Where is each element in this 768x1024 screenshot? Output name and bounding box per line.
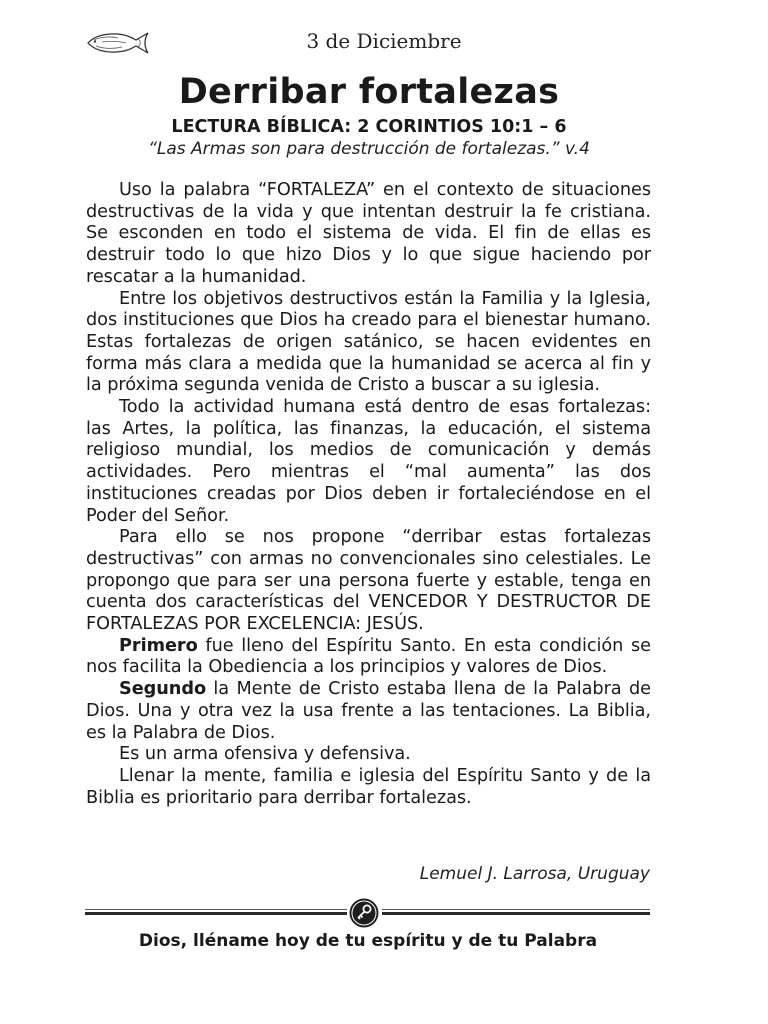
bible-reading: LECTURA BÍBLICA: 2 CORINTIOS 10:1 – 6 (171, 117, 567, 137)
paragraph: Entre los objetivos destructivos están la Familia y la Iglesia, dos instituciones que Dios ha creado para el bienestar humano. Estas fortalezas de origen satánico, se hacen evidentes en forma más clara a medida que la humanidad se acerca al fin y la próxima segunda venida de Cristo a buscar a su iglesia. (86, 288, 651, 396)
paragraph: Es un arma ofensiva y defensiva. (119, 744, 411, 765)
paragraph: Uso la palabra “FORTALEZA” en el contexto de situaciones destructivas de la vida y que intentan destruir la fe cristiana. Se esconden en todo el sistema de vida. El fin de ellas es destruir todo lo que hizo Dios y lo que sigue haciendo por rescatar a la humanidad. (86, 180, 651, 287)
paragraph: Para ello se nos propone “derribar estas fortalezas destructivas” con armas no convencionales sino celestiales. Le propongo que para ser una persona fuerte y estable, tenga en cuenta dos características del VENCEDOR Y DESTRUCTOR DE FORTALEZAS POR EXCELENCIA: JESÚS. (86, 527, 651, 635)
divider-left (85, 912, 347, 915)
author-credit: Lemuel J. Larrosa, Uruguay (419, 864, 650, 884)
page-date: 3 de Diciembre (306, 29, 462, 53)
key-verse: “Las Armas son para destrucción de fortalezas.” v.4 (148, 139, 590, 159)
paragraph: Segundo la Mente de Cristo estaba llena de la Palabra de Dios. Una y otra vez la usa frente a las tentaciones. La Biblia, es la Palabra de Dios. (86, 679, 651, 743)
devotional-title: Derribar fortalezas (178, 72, 560, 112)
key-seal-icon (348, 897, 380, 929)
paragraph: Primero fue lleno del Espíritu Santo. En esta condición se nos facilita la Obediencia a los principios y valores de Dios. (86, 635, 651, 678)
prayer-line: Dios, lléname hoy de tu espíritu y de tu Palabra (138, 931, 598, 951)
paragraph: Llenar la mente, familia e iglesia del Espíritu Santo y de la Biblia es prioritario para derribar fortalezas. (86, 765, 651, 808)
divider-right (382, 912, 650, 915)
devotional-body (86, 180, 651, 809)
paragraph: Todo la actividad humana está dentro de esas fortalezas: las Artes, la política, las finanzas, la educación, el sistema religioso mundial, los medios de comunicación y demás actividades. Pero mientras el “mal aumenta” las dos instituciones creadas por Dios deben ir fortaleciéndose en el Poder del Señor. (86, 397, 651, 526)
